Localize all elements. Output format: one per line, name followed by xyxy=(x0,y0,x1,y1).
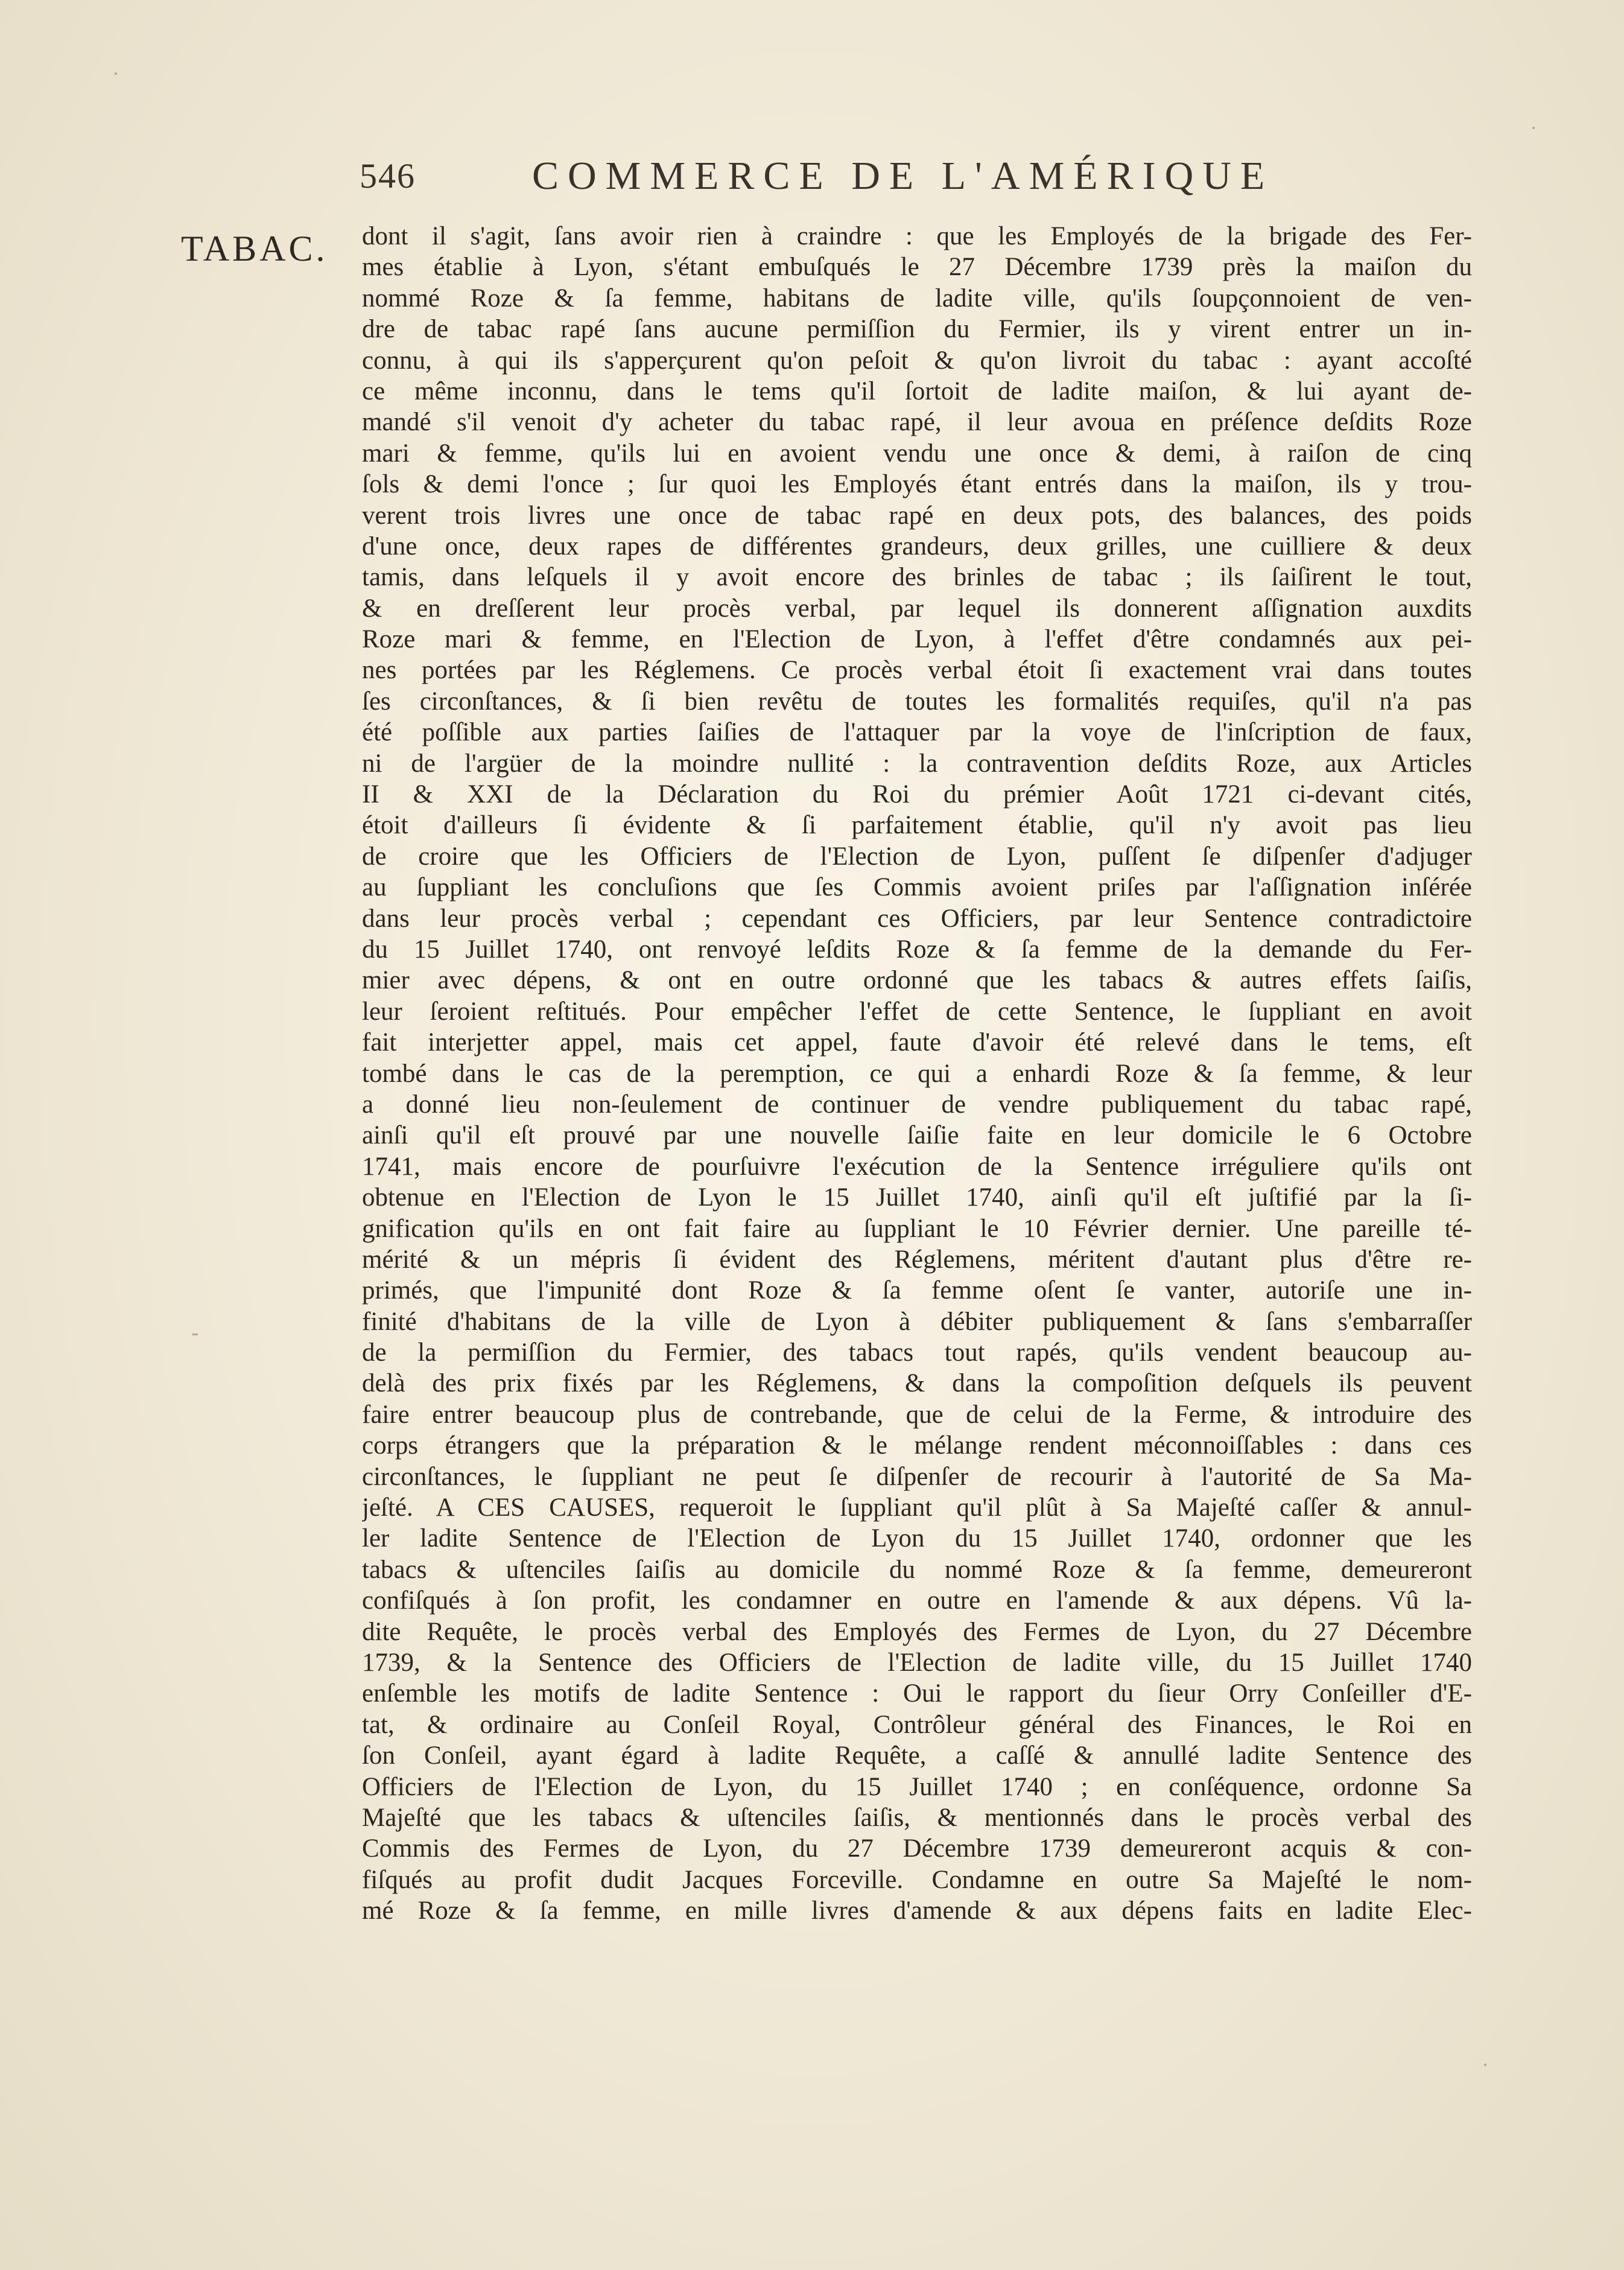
text-line: faire entrer beaucoup plus de contrebande, que de celui de la Ferme, & introduire des xyxy=(362,1400,1472,1429)
running-title: COMMERCE DE L'AMÉRIQUE xyxy=(532,154,1274,198)
text-line: mari & femme, qu'ils lui en avoient vendu une once & demi, à raiſon de cinq xyxy=(362,439,1472,468)
text-line: circonſtances, le ſuppliant ne peut ſe diſpenſer de recourir à l'autorité de Sa Ma- xyxy=(362,1462,1472,1491)
text-line: corps étrangers que la préparation & le mélange rendent méconnoiſſables : dans ces xyxy=(362,1431,1472,1460)
text-line: Majeſté que les tabacs & uſtenciles ſaiſis, & mentionnés dans le procès verbal des xyxy=(362,1803,1472,1832)
text-line: mier avec dépens, & ont en outre ordonné que les tabacs & autres effets ſaiſis, xyxy=(362,966,1472,995)
margin-note: TABAC. xyxy=(181,229,328,269)
text-line: Officiers de l'Election de Lyon, du 15 Juillet 1740 ; en conſéquence, ordonne Sa xyxy=(362,1772,1472,1801)
text-line: primés, que l'impunité dont Roze & ſa femme oſent ſe vanter, autoriſe une in- xyxy=(362,1276,1472,1305)
text-line: 1739, & la Sentence des Officiers de l'Election de ladite ville, du 15 Juillet 1740 xyxy=(362,1648,1472,1677)
text-line: au ſuppliant les concluſions que ſes Commis avoient priſes par l'aſſignation inſérée xyxy=(362,873,1472,902)
text-line: finité d'habitans de la ville de Lyon à débiter publiquement & ſans s'embarraſſer xyxy=(362,1307,1472,1336)
text-line: du 15 Juillet 1740, ont renvoyé leſdits Roze & ſa femme de la demande du Fer- xyxy=(362,935,1472,964)
text-line: leur ſeroient reſtitués. Pour empêcher l'effet de cette Sentence, le ſuppliant en avoit xyxy=(362,997,1472,1026)
text-line: fiſqués au profit dudit Jacques Forceville. Condamne en outre Sa Majeſté le nom- xyxy=(362,1865,1472,1894)
text-line: ſols & demi l'once ; ſur quoi les Employés étant entrés dans la maiſon, ils y trou- xyxy=(362,470,1472,499)
text-line: mandé s'il venoit d'y acheter du tabac rapé, il leur avoua en préſence deſdits Roze xyxy=(362,408,1472,437)
text-line: connu, à qui ils s'apperçurent qu'on peſoit & qu'on livroit du tabac : ayant accoſté xyxy=(362,346,1472,375)
paper-speck xyxy=(115,72,117,75)
text-line: tat, & ordinaire au Conſeil Royal, Contrôleur général des Finances, le Roi en xyxy=(362,1710,1472,1739)
body-text xyxy=(362,221,1472,1926)
paper-speck xyxy=(1484,2064,1486,2066)
text-line: Commis des Fermes de Lyon, du 27 Décembre 1739 demeureront acquis & con- xyxy=(362,1834,1472,1863)
text-line: tombé dans le cas de la peremption, ce qui a enhardi Roze & ſa femme, & leur xyxy=(362,1059,1472,1088)
text-line: dite Requête, le procès verbal des Employés des Fermes de Lyon, du 27 Décembre xyxy=(362,1617,1472,1646)
text-line: d'une once, deux rapes de différentes grandeurs, deux grilles, une cuilliere & deux xyxy=(362,532,1472,561)
text-line: enſemble les motifs de ladite Sentence : Oui le rapport du ſieur Orry Conſeiller d'E- xyxy=(362,1679,1472,1708)
paper-speck xyxy=(1532,127,1535,129)
text-line: de la permiſſion du Fermier, des tabacs tout rapés, qu'ils vendent beaucoup au- xyxy=(362,1338,1472,1367)
text-line: mes établie à Lyon, s'étant embuſqués le 27 Décembre 1739 près la maiſon du xyxy=(362,253,1472,282)
text-line: dont il s'agit, ſans avoir rien à craindre : que les Employés de la brigade des Fer- xyxy=(362,222,1472,250)
text-line: ce même inconnu, dans le tems qu'il ſortoit de ladite maiſon, & lui ayant de- xyxy=(362,377,1472,405)
text-line: obtenue en l'Election de Lyon le 15 Juillet 1740, ainſi qu'il eſt juſtifié par la ſi- xyxy=(362,1183,1472,1212)
text-line: dre de tabac rapé ſans aucune permiſſion du Fermier, ils y virent entrer un in- xyxy=(362,315,1472,344)
text-line: a donné lieu non-ſeulement de continuer de vendre publiquement du tabac rapé, xyxy=(362,1090,1472,1119)
text-line: tamis, dans leſquels il y avoit encore des brinles de tabac ; ils ſaiſirent le tout, xyxy=(362,563,1472,592)
text-line: gnification qu'ils en ont fait faire au ſuppliant le 10 Février dernier. Une pareille té- xyxy=(362,1214,1472,1243)
text-line: mérité & un mépris ſi évident des Réglemens, méritent d'autant plus d'être re- xyxy=(362,1245,1472,1274)
text-line: ni de l'argüer de la moindre nullité : la contravention deſdits Roze, aux Articles xyxy=(362,749,1472,778)
text-line: nes portées par les Réglemens. Ce procès verbal étoit ſi exactement vrai dans toutes xyxy=(362,656,1472,685)
text-line: confiſqués à ſon profit, les condamner en outre en l'amende & aux dépens. Vû la- xyxy=(362,1586,1472,1615)
text-line: nommé Roze & ſa femme, habitans de ladite ville, qu'ils ſoupçonnoient de ven- xyxy=(362,284,1472,313)
text-line: jeſté. A CES CAUSES, requeroit le ſuppliant qu'il plût à Sa Majeſté caſſer & annul- xyxy=(362,1493,1472,1522)
text-line: mé Roze & ſa femme, en mille livres d'amende & aux dépens faits en ladite Elec- xyxy=(362,1896,1472,1925)
paper-speck xyxy=(192,1334,198,1335)
text-line: & en dreſſerent leur procès verbal, par lequel ils donnerent aſſignation auxdits xyxy=(362,594,1472,623)
text-line: de croire que les Officiers de l'Election de Lyon, puſſent ſe diſpenſer d'adjuger xyxy=(362,842,1472,871)
text-line: II & XXI de la Déclaration du Roi du prémier Août 1721 ci-devant cités, xyxy=(362,780,1472,809)
text-line: ſes circonſtances, & ſi bien revêtu de toutes les formalités requiſes, qu'il n'a pas xyxy=(362,687,1472,716)
text-line: été poſſible aux parties ſaiſies de l'attaquer par la voye de l'inſcription de faux, xyxy=(362,718,1472,747)
text-line: tabacs & uſtenciles ſaiſis au domicile du nommé Roze & ſa femme, demeureront xyxy=(362,1555,1472,1584)
text-line: ainſi qu'il eſt prouvé par une nouvelle ſaiſie faite en leur domicile le 6 Octobre xyxy=(362,1121,1472,1150)
text-line: 1741, mais encore de pourſuivre l'exécution de la Sentence irréguliere qu'ils ont xyxy=(362,1152,1472,1181)
text-line: delà des prix fixés par les Réglemens, & dans la compoſition deſquels ils peuvent xyxy=(362,1369,1472,1398)
text-line: fait interjetter appel, mais cet appel, faute d'avoir été relevé dans le tems, eſt xyxy=(362,1028,1472,1057)
text-line: ſon Conſeil, ayant égard à ladite Requête, a caſſé & annullé ladite Sentence des xyxy=(362,1741,1472,1770)
page-number: 546 xyxy=(360,156,416,196)
text-line: dans leur procès verbal ; cependant ces Officiers, par leur Sentence contradictoire xyxy=(362,904,1472,933)
text-line: Roze mari & femme, en l'Election de Lyon, à l'effet d'être condamnés aux pei- xyxy=(362,625,1472,654)
text-line: étoit d'ailleurs ſi évidente & ſi parfaitement établie, qu'il n'y avoit pas lieu xyxy=(362,811,1472,840)
text-line: verent trois livres une once de tabac rapé en deux pots, des balances, des poids xyxy=(362,501,1472,530)
text-line: ler ladite Sentence de l'Election de Lyon du 15 Juillet 1740, ordonner que les xyxy=(362,1524,1472,1553)
